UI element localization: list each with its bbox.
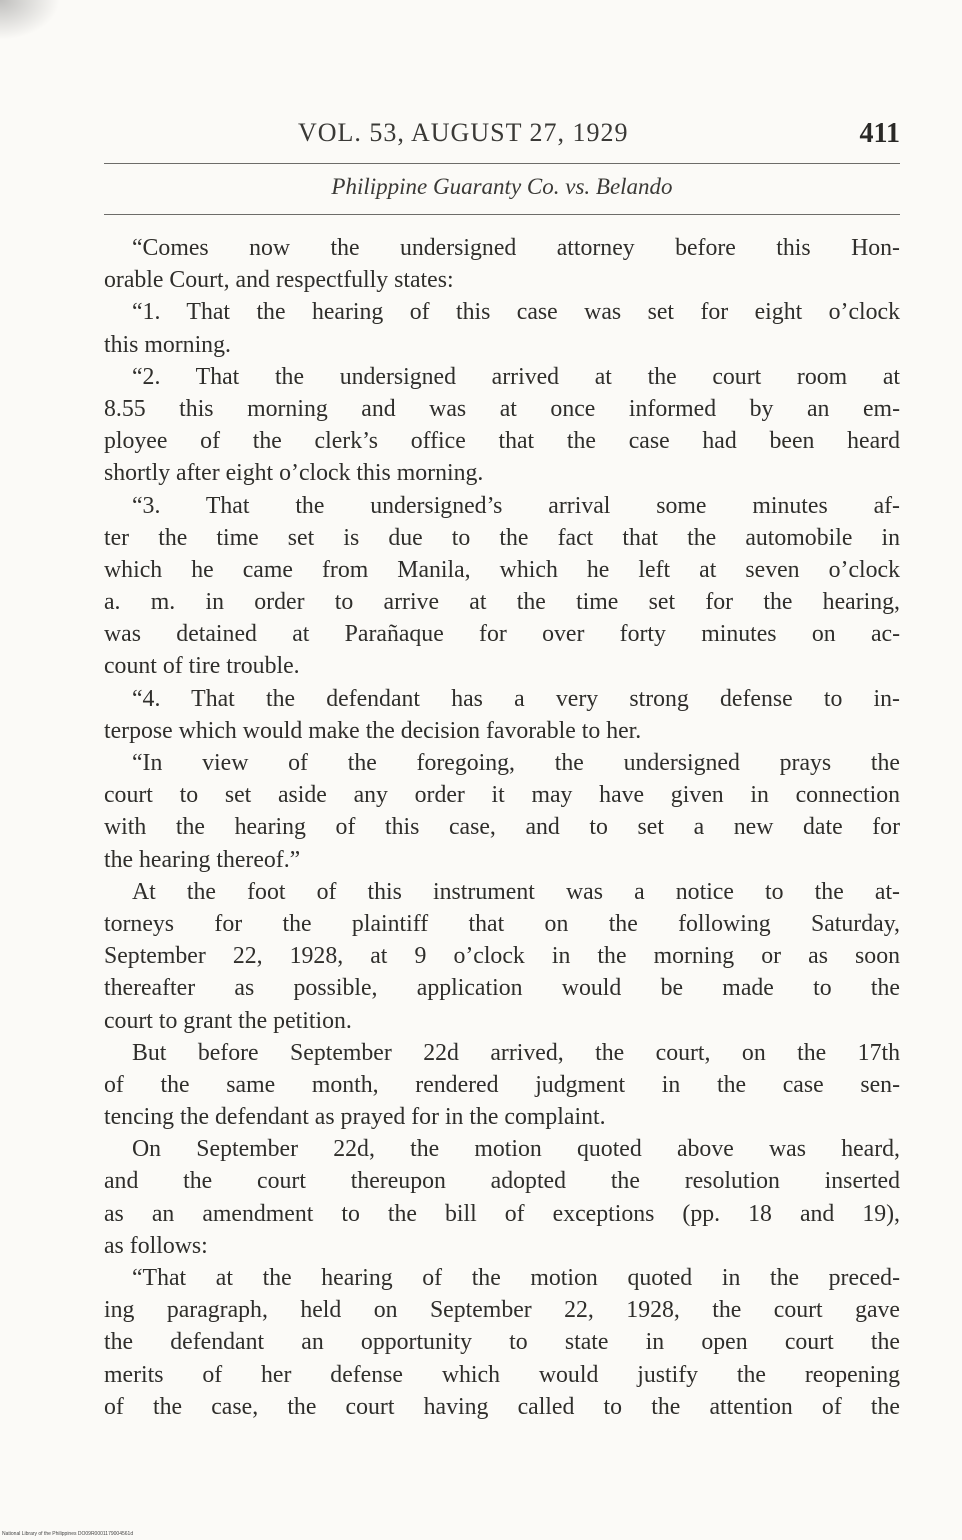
text-line: was detained at Parañaque for over forty minutes on ac-: [104, 621, 900, 648]
text-line: “3. That the undersigned’s arrival some minutes af-: [132, 492, 900, 519]
text-line: this morning.: [104, 331, 231, 358]
scan-corner-shadow: [0, 0, 60, 40]
text-line: of the case, the court having called to the attention of the: [104, 1393, 900, 1420]
text-line: terpose which would make the decision favorable to her.: [104, 717, 642, 744]
text-line: which he came from Manila, which he left at seven o’clock: [104, 556, 900, 583]
text-line: the hearing thereof.”: [104, 846, 301, 873]
text-line: “4. That the defendant has a very strong defense to in-: [132, 685, 900, 712]
text-line: as an amendment to the bill of exceptions (pp. 18 and 19),: [104, 1200, 900, 1227]
text-line: “That at the hearing of the motion quoted in the preced-: [132, 1265, 900, 1291]
text-line: shortly after eight o’clock this morning.: [104, 460, 484, 487]
text-line: “1. That the hearing of this case was set for eight o’clock: [132, 299, 900, 326]
text-line: ter the time set is due to the fact that the automobile in: [104, 524, 900, 551]
text-line: count of tire trouble.: [104, 653, 300, 680]
header-rule-bottom: [104, 214, 900, 215]
body-text: [104, 232, 900, 1423]
text-line: the defendant an opportunity to state in open court the: [104, 1329, 900, 1356]
header-rule-top: [104, 163, 900, 164]
footer-stamp: National Library of the Philippines DO09R0001179004561d: [2, 1531, 134, 1537]
text-line: court to set aside any order it may have given in connection: [104, 782, 900, 809]
text-line: merits of her defense which would justify the reopening: [104, 1361, 900, 1388]
text-line: as follows:: [104, 1232, 208, 1259]
text-line: 8.55 this morning and was at once informed by an em-: [104, 395, 900, 422]
page-number: 411: [859, 118, 900, 149]
text-line: ployee of the clerk’s office that the case had been heard: [104, 428, 900, 455]
text-line: ing paragraph, held on September 22, 1928, the court gave: [104, 1297, 900, 1324]
text-line: and the court thereupon adopted the resolution inserted: [104, 1168, 900, 1195]
text-line: court to grant the petition.: [104, 1007, 352, 1034]
case-title: Philippine Guaranty Co. vs. Belando: [331, 174, 673, 199]
text-line: a. m. in order to arrive at the time set for the hearing,: [104, 589, 900, 616]
text-line: “In view of the foregoing, the undersigned prays the: [132, 750, 900, 776]
text-line: torneys for the plaintiff that on the following Saturday,: [104, 910, 900, 937]
text-line: On September 22d, the motion quoted above was heard,: [132, 1136, 900, 1163]
text-line: At the foot of this instrument was a notice to the at-: [132, 878, 900, 905]
page-header: [104, 118, 900, 158]
text-line: September 22, 1928, at 9 o’clock in the morning or as soon: [104, 943, 900, 970]
text-line: orable Court, and respectfully states:: [104, 267, 454, 294]
text-line: of the same month, rendered judgment in the case sen-: [104, 1071, 900, 1098]
text-line: “Comes now the undersigned attorney before this Hon-: [132, 235, 900, 261]
text-line: “2. That the undersigned arrived at the court room at: [132, 363, 900, 390]
text-line: tencing the defendant as prayed for in the complaint.: [104, 1104, 606, 1131]
text-line: But before September 22d arrived, the court, on the 17th: [132, 1039, 900, 1066]
text-line: with the hearing of this case, and to set a new date for: [104, 814, 900, 841]
running-head: VOL. 53, AUGUST 27, 1929: [298, 118, 629, 147]
text-line: thereafter as possible, application would be made to the: [104, 975, 900, 1002]
